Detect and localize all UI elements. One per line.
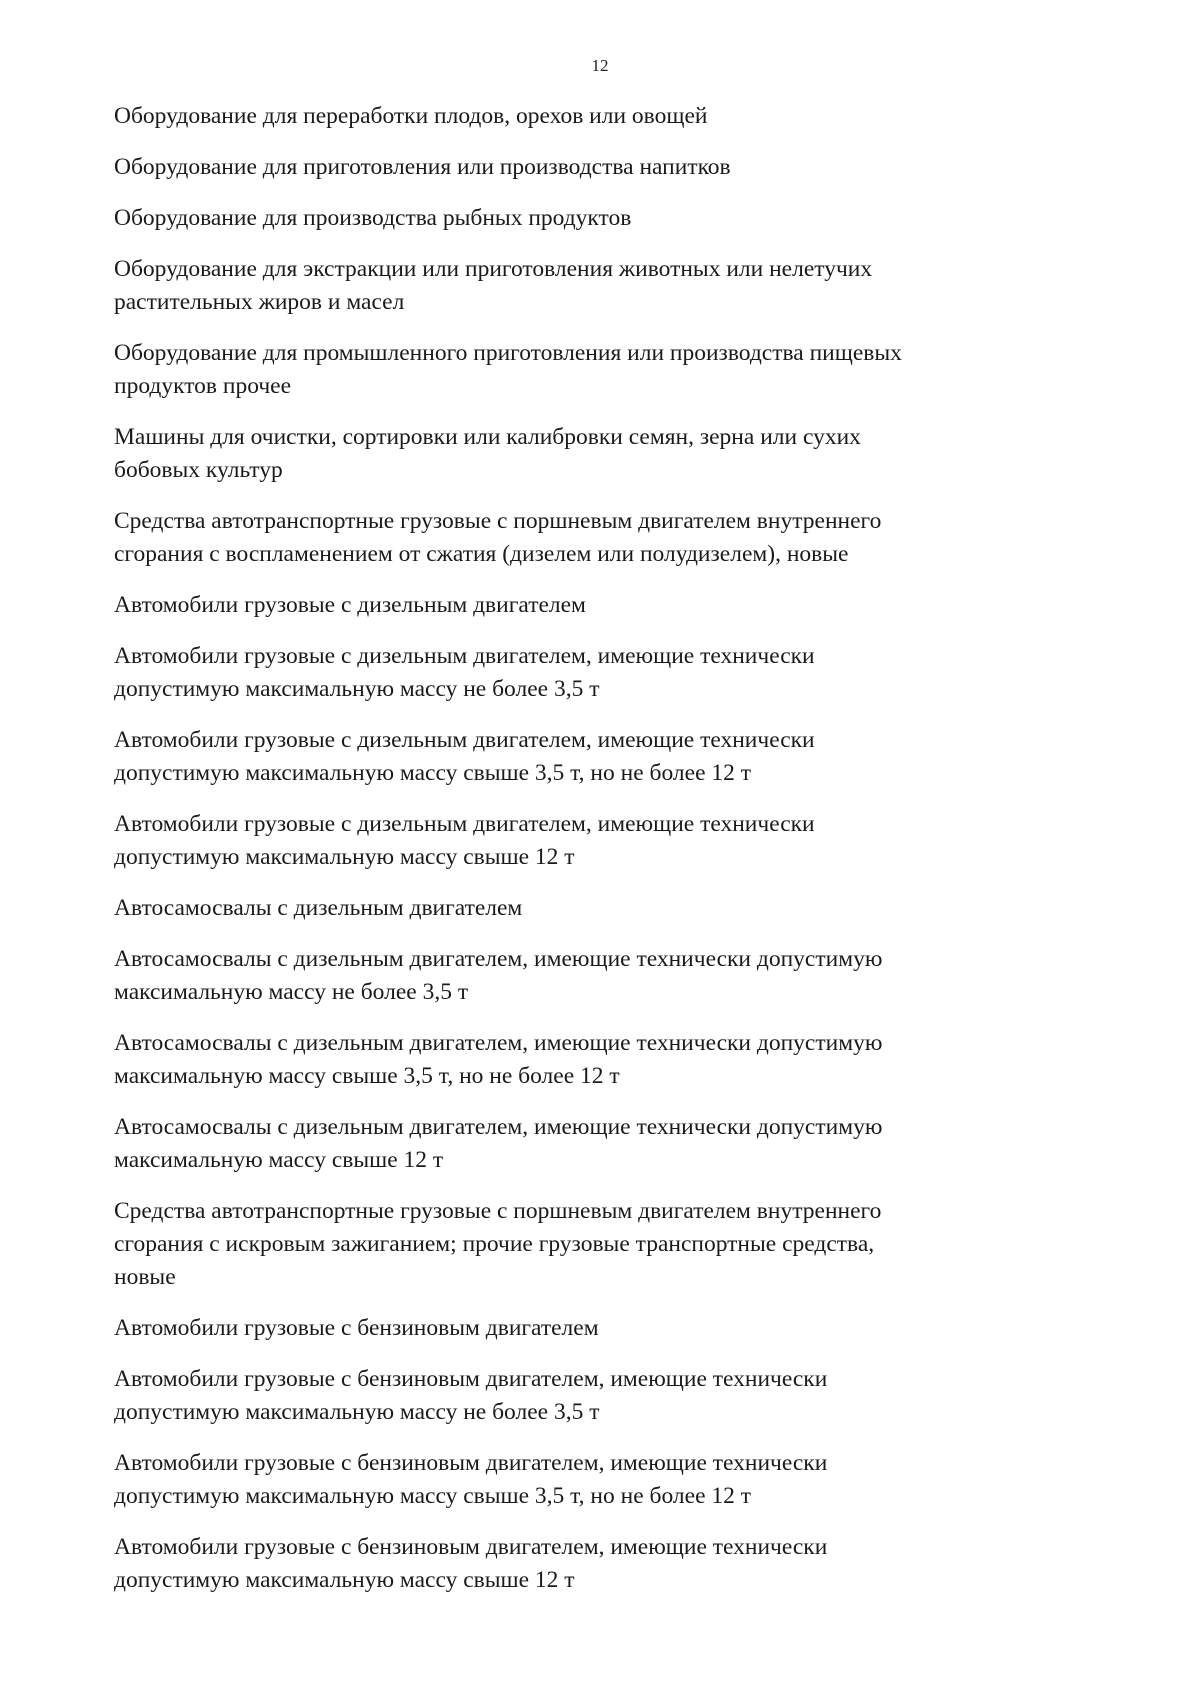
list-item-line: новые: [114, 1264, 176, 1290]
list-item: [114, 808, 1074, 874]
list-item-line: Оборудование для экстракции или приготовления животных или нелетучих: [114, 256, 873, 282]
list-item-line: Автосамосвалы с дизельным двигателем, имеющие технически допустимую: [114, 1114, 883, 1140]
list-item-line: допустимую максимальную массу не более 3,5 т: [114, 676, 600, 702]
list-item-line: растительных жиров и масел: [114, 289, 405, 315]
list-item-line: сгорания с воспламенением от сжатия (дизелем или полудизелем), новые: [114, 541, 849, 567]
list-item-line: Автомобили грузовые с дизельным двигателем, имеющие технически: [114, 727, 815, 753]
list-item: [114, 253, 1074, 319]
list-item-line: Автосамосвалы с дизельным двигателем: [114, 895, 523, 921]
list-item-line: Автомобили грузовые с бензиновым двигателем: [114, 1315, 599, 1341]
list-item-line: Автомобили грузовые с дизельным двигателем, имеющие технически: [114, 811, 815, 837]
list-item-line: Машины для очистки, сортировки или калибровки семян, зерна или сухих: [114, 424, 861, 450]
list-item-line: Оборудование для промышленного приготовления или производства пищевых: [114, 340, 902, 366]
list-item: [114, 1363, 1074, 1429]
item-list: [114, 100, 1074, 1615]
list-item-line: Оборудование для приготовления или производства напитков: [114, 154, 731, 180]
list-item-line: Автомобили грузовые с бензиновым двигателем, имеющие технически: [114, 1450, 828, 1476]
list-item-line: Автосамосвалы с дизельным двигателем, имеющие технически допустимую: [114, 1030, 883, 1056]
list-item: [114, 892, 1074, 925]
list-item-line: максимальную массу не более 3,5 т: [114, 979, 469, 1005]
list-item-line: допустимую максимальную массу не более 3,5 т: [114, 1399, 600, 1425]
list-item-line: допустимую максимальную массу свыше 3,5 т, но не более 12 т: [114, 1483, 752, 1509]
list-item-line: продуктов прочее: [114, 373, 292, 399]
list-item: [114, 337, 1074, 403]
list-item: [114, 1531, 1074, 1597]
list-item: [114, 1027, 1074, 1093]
list-item-line: Автомобили грузовые с дизельным двигателем: [114, 592, 586, 618]
list-item-line: Автомобили грузовые с бензиновым двигателем, имеющие технически: [114, 1366, 828, 1392]
list-item-line: Автомобили грузовые с бензиновым двигателем, имеющие технически: [114, 1534, 828, 1560]
list-item: [114, 1195, 1074, 1294]
list-item-line: сгорания с искровым зажиганием; прочие грузовые транспортные средства,: [114, 1231, 875, 1257]
list-item: [114, 421, 1074, 487]
list-item: [114, 100, 1074, 133]
list-item-line: максимальную массу свыше 3,5 т, но не более 12 т: [114, 1063, 620, 1089]
list-item: [114, 1312, 1074, 1345]
list-item: [114, 202, 1074, 235]
list-item-line: Оборудование для производства рыбных продуктов: [114, 205, 632, 231]
list-item-line: допустимую максимальную массу свыше 12 т: [114, 1567, 575, 1593]
list-item: [114, 943, 1074, 1009]
list-item: [114, 589, 1074, 622]
list-item-line: Средства автотранспортные грузовые с поршневым двигателем внутреннего: [114, 508, 882, 534]
list-item-line: Оборудование для переработки плодов, орехов или овощей: [114, 103, 708, 129]
list-item-line: Автосамосвалы с дизельным двигателем, имеющие технически допустимую: [114, 946, 883, 972]
page-number: 12: [591, 56, 609, 75]
list-item: [114, 151, 1074, 184]
list-item-line: Средства автотранспортные грузовые с поршневым двигателем внутреннего: [114, 1198, 882, 1224]
list-item-line: допустимую максимальную массу свыше 12 т: [114, 844, 575, 870]
list-item: [114, 724, 1074, 790]
list-item-line: бобовых культур: [114, 457, 283, 483]
list-item: [114, 1111, 1074, 1177]
list-item: [114, 640, 1074, 706]
list-item: [114, 1447, 1074, 1513]
list-item-line: максимальную массу свыше 12 т: [114, 1147, 444, 1173]
list-item-line: Автомобили грузовые с дизельным двигателем, имеющие технически: [114, 643, 815, 669]
list-item: [114, 505, 1074, 571]
list-item-line: допустимую максимальную массу свыше 3,5 т, но не более 12 т: [114, 760, 752, 786]
